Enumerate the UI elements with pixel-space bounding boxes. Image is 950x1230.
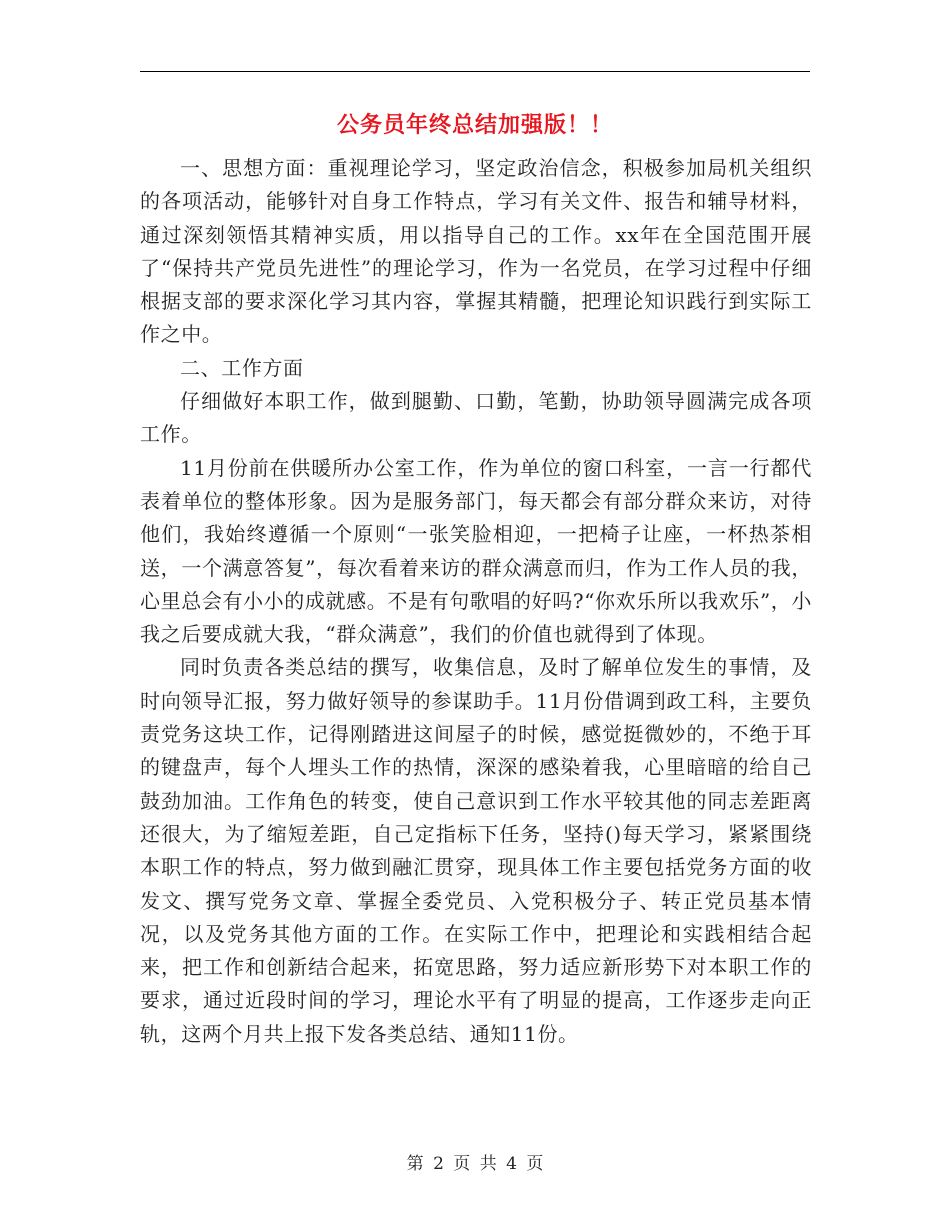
- document-title: 公务员年终总结加强版！！: [336, 112, 613, 138]
- page-footer: 第 2 页 共 4 页: [406, 1154, 544, 1174]
- paragraph-office-service: 11月份前在供暖所办公室工作，作为单位的窗口科室，一言一行都代表着单位的整体形象。因为是服务部门，每天都会有部分群众来访，对待他们，我始终遵循一个原则“一张笑脸相迎，一把椅子让座，一杯热茶相送，一个满意答复”，每次看着来访的群众满意而归，作为工作人员的我，心里总会有小小的成就感。不是有句歌唱的好吗?“你欢乐所以我欢乐”，小我之后要成就大我，“群众满意”，我们的价值也就得到了体现。: [140, 455, 812, 647]
- section-heading-work: 二、工作方面: [180, 355, 304, 380]
- paragraph-ideology: 一、思想方面：重视理论学习，坚定政治信念，积极参加局机关组织的各项活动，能够针对自身工作特点，学习有关文件、报告和辅导材料，通过深刻领悟其精神实质，用以指导自己的工作。xx年在全国范围开展了“保持共产党员先进性”的理论学习，作为一名党员，在学习过程中仔细根据支部的要求深化学习其内容，掌握其精髓，把理论知识践行到实际工作之中。: [140, 156, 812, 347]
- header-rule: [140, 71, 810, 72]
- paragraph-party-affairs: 同时负责各类总结的撰写，收集信息，及时了解单位发生的事情，及时向领导汇报，努力做好领导的参谋助手。11月份借调到政工科，主要负责党务这块工作，记得刚踏进这间屋子的时候，感觉挺微妙的，不绝于耳的键盘声，每个人埋头工作的热情，深深的感染着我，心里暗暗的给自己鼓劲加油。工作角色的转变，使自己意识到工作水平较其他的同志差距离还很大，为了缩短差距，自己定指标下任务，坚持()每天学习，紧紧围绕本职工作的特点，努力做到融汇贯穿，现具体工作主要包括党务方面的收发文、撰写党务文章、掌握全委党员、入党积极分子、转正党员基本情况，以及党务其他方面的工作。在实际工作中，把理论和实践相结合起来，把工作和创新结合起来，拓宽思路，努力适应新形势下对本职工作的要求，通过近段时间的学习，理论水平有了明显的提高，工作逐步走向正轨，这两个月共上报下发各类总结、通知11份。: [140, 655, 812, 1046]
- document-body: [140, 152, 812, 1051]
- paragraph-work-duties: 仔细做好本职工作，做到腿勤、口勤，笔勤，协助领导圆满完成各项工作。: [140, 389, 812, 447]
